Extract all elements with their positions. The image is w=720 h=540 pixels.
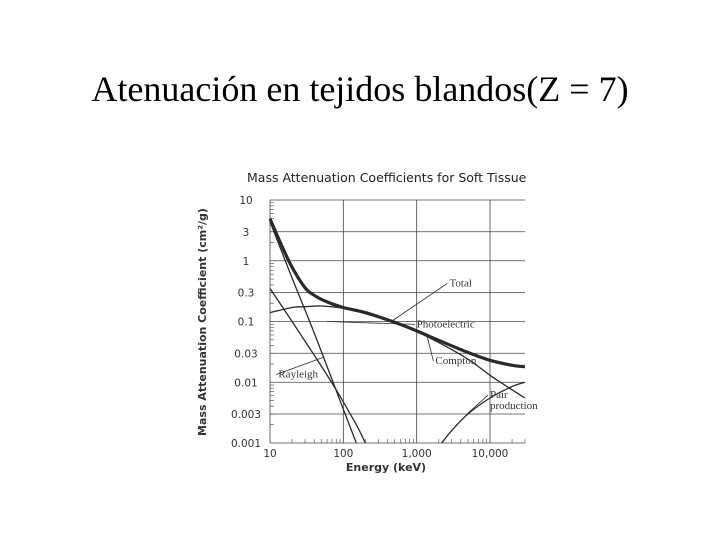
y-tick-label: 1 xyxy=(242,255,250,268)
x-axis-label: Energy (keV) xyxy=(345,461,427,474)
attenuation-chart xyxy=(190,160,540,480)
annotation-line: Total xyxy=(449,277,472,290)
x-tick-label: 100 xyxy=(333,448,354,460)
annotation-line: Pair xyxy=(490,389,508,402)
grid-layer xyxy=(270,200,525,443)
x-tick-label: 1,000 xyxy=(401,448,432,460)
annotation-compton-leader xyxy=(427,337,433,361)
annotation-line: Compton xyxy=(435,354,477,367)
annotation-pair-production-leader xyxy=(468,395,488,413)
y-tick-label: 0.3 xyxy=(237,287,255,300)
annotation-compton xyxy=(435,355,476,367)
y-tick-label: 10 xyxy=(239,195,253,207)
annotation-photoelectric xyxy=(417,318,475,330)
slide-title: Atenuación en tejidos blandos(Z = 7) xyxy=(91,69,629,109)
series-pair-production-line xyxy=(442,382,525,443)
series-compton-line xyxy=(270,306,525,398)
annotation-total-leader xyxy=(391,283,447,321)
y-tick-label: 0.01 xyxy=(234,377,258,390)
y-tick-label: 0.003 xyxy=(230,409,262,422)
annotation-photoelectric-leader xyxy=(327,322,415,325)
y-tick-label: 0.1 xyxy=(237,316,255,329)
y-tick-label: 0.03 xyxy=(234,348,258,361)
annotation-rayleigh xyxy=(278,368,318,380)
chart-title: Mass Attenuation Coefficients for Soft Tissue xyxy=(247,170,527,185)
x-tick-label: 10,000 xyxy=(471,448,509,460)
annotation-total xyxy=(449,277,471,289)
y-tick-label: 3 xyxy=(242,226,250,239)
series-rayleigh-line xyxy=(270,288,365,443)
annotation-line: production xyxy=(490,400,538,413)
x-tick-label: 10 xyxy=(263,448,277,460)
annotation-line: Photoelectric xyxy=(416,318,475,331)
y-tick-label: 0.001 xyxy=(230,438,262,450)
annotation-line: Rayleigh xyxy=(278,368,319,381)
annotation-pair-production xyxy=(490,389,538,412)
series-layer xyxy=(270,219,525,443)
y-axis-label: Mass Attenuation Coefficient (cm²/g) xyxy=(196,208,209,436)
